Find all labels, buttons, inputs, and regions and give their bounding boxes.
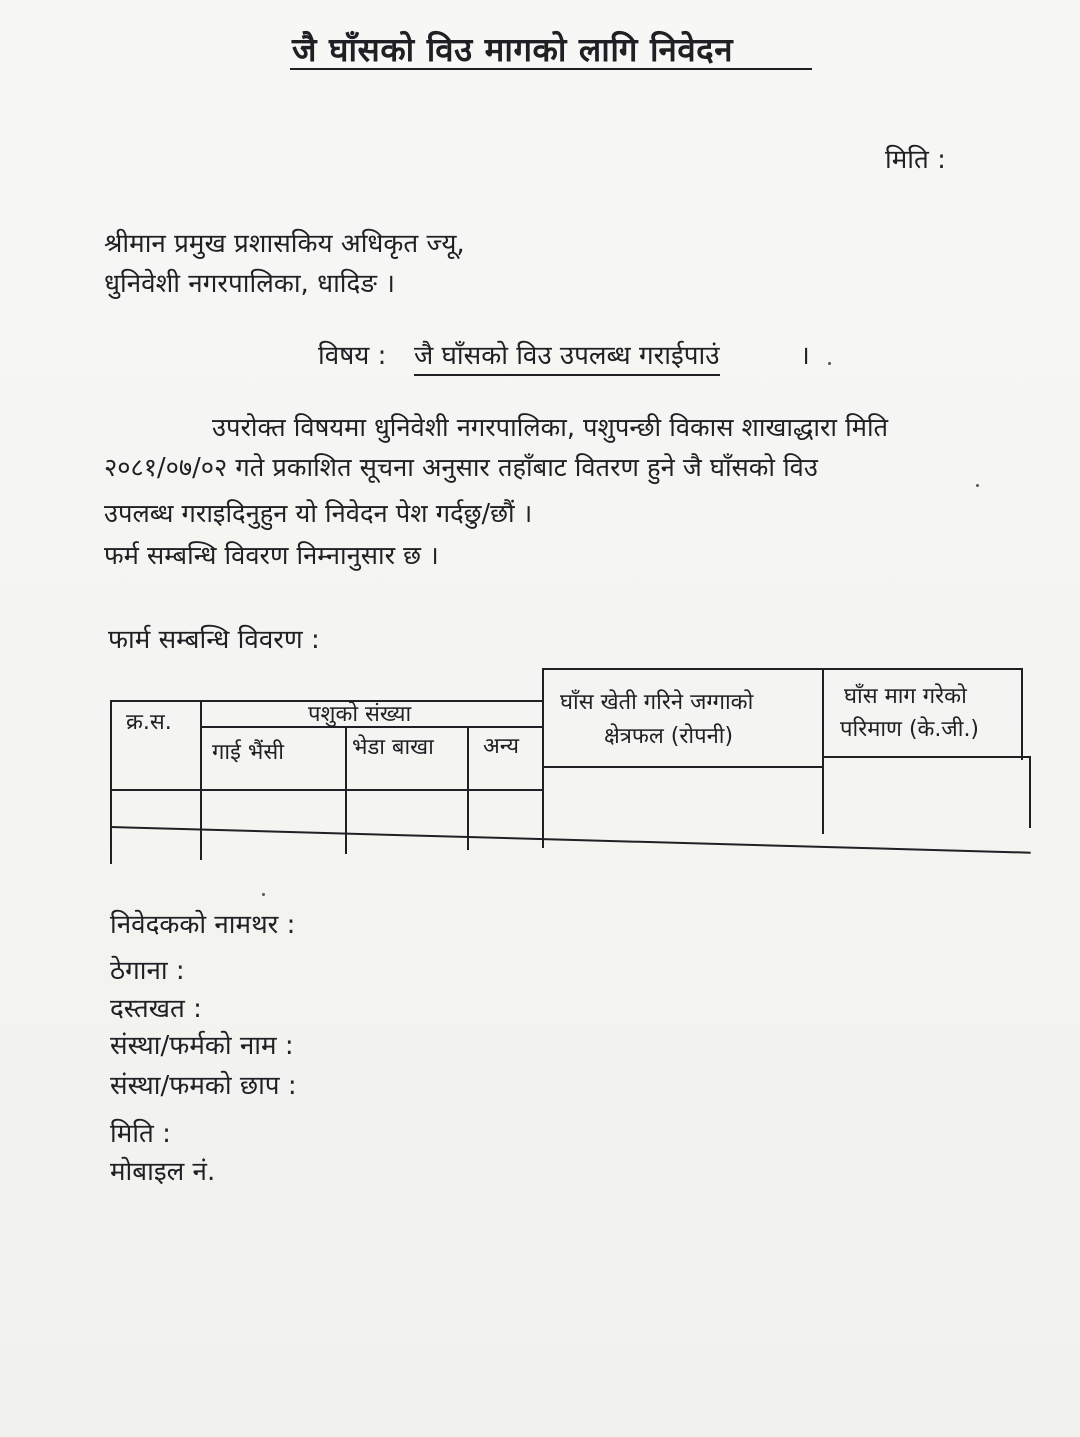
applicant-name-field: निवेदकको नामथर :	[110, 910, 296, 940]
addressee-line-2: धुनिवेशी नगरपालिका, धादिङ ।	[104, 269, 396, 299]
subject-text: जै घाँसको विउ उपलब्ध गराईपाउं	[414, 336, 720, 376]
paper-speck	[976, 484, 979, 487]
organization-name-field: संस्था/फर्मको नाम :	[110, 1031, 294, 1061]
paper-speck	[828, 362, 831, 365]
subject-end-mark: ।	[800, 341, 810, 371]
col-divider-area	[822, 668, 824, 834]
table-header-quantity-line-2: परिमाण (के.जी.)	[840, 717, 980, 742]
table-header-bottom-mid	[542, 766, 824, 768]
body-line-4: फर्म सम्बन्धि विवरण निम्नानुसार छ ।	[104, 541, 439, 571]
farm-details-heading: फार्म सम्बन्धि विवरण :	[108, 625, 320, 655]
table-header-area-line-2: क्षेत्रफल (रोपनी)	[604, 724, 734, 749]
paper-speck	[262, 893, 265, 896]
table-top-right-border	[542, 668, 1022, 670]
title-underline	[290, 68, 812, 70]
body-line-3: उपलब्ध गराइदिनुहुन यो निवेदन पेश गर्दछु/छौं ।	[104, 499, 533, 529]
table-header-other: अन्य	[483, 734, 520, 759]
document-title: जै घाँसको विउ मागको लागि निवेदन	[292, 30, 734, 69]
col-divider-other	[542, 668, 544, 848]
table-right-border-lower	[1029, 756, 1031, 828]
col-divider-cow	[345, 726, 347, 854]
table-left-border	[110, 700, 112, 864]
subject-label: विषय :	[318, 341, 387, 371]
address-field: ठेगाना :	[110, 956, 185, 986]
date-field: मिति :	[110, 1119, 171, 1149]
col-divider-sheep	[467, 726, 469, 850]
table-header-area-line-1: घाँस खेती गरिने जग्गाको	[560, 690, 754, 715]
table-header-quantity-line-1: घाँस माग गरेको	[844, 684, 967, 709]
table-header-cow-buffalo: गाई भैंसी	[212, 740, 284, 765]
body-line-2: २०८१/०७/०२ गते प्रकाशित सूचना अनुसार तहाँबाट वितरण हुने जै घाँसको विउ	[104, 453, 818, 483]
addressee-line-1: श्रीमान प्रमुख प्रशासकिय अधिकृत ज्यू,	[104, 229, 465, 259]
col-divider-sn	[200, 700, 202, 860]
table-right-border	[1021, 668, 1023, 760]
table-header-sheep-goat: भेडा बाखा	[352, 735, 434, 760]
signature-field: दस्तखत :	[110, 994, 202, 1024]
table-header-bottom-right	[822, 756, 1031, 758]
table-bottom-border	[110, 826, 1031, 854]
body-line-1: उपरोक्त विषयमा धुनिवेशी नगरपालिका, पशुपन्छी विकास शाखाद्धारा मिति	[212, 413, 889, 443]
table-header-sn: क्र.स.	[126, 710, 172, 735]
date-label: मिति :	[885, 145, 946, 175]
organization-stamp-field: संस्था/फमको छाप :	[110, 1071, 297, 1101]
table-header-bottom-left	[110, 789, 544, 791]
table-header-livestock-count: पशुको संख्या	[308, 702, 412, 727]
mobile-number-field: मोबाइल नं.	[110, 1157, 216, 1187]
